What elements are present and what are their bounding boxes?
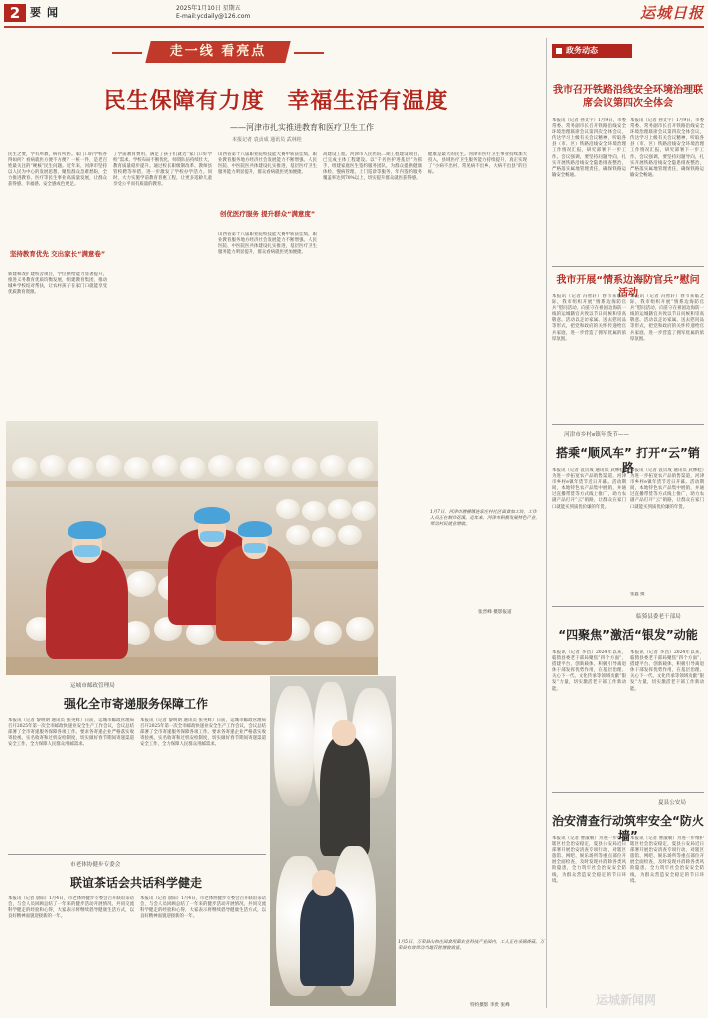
banner-dash-left (112, 52, 142, 54)
lead-byline: 本报记者 袁贞成 通讯员 武林桂 (232, 137, 302, 143)
postal-headline[interactable]: 强化全市寄递服务保障工作 (63, 697, 208, 711)
postal-kicker: 运城市邮政管理局 (70, 683, 115, 689)
linyi-body-2: 本报讯（记者 李昌）2024年以来，临猗县委老干部局聚焦“四个方面”，搭建平台、创新载体，积极引导离退休干部发挥优势作用，在基层治理、关心下一代、文化传承等领域贡献“银发”力量，切实激活老干部工作新动能。 (630, 650, 704, 692)
postal-body-1: 本报讯（记者 黎明朗 通讯员 张英辉）日前，运城市邮政管理局召开2025年第一次全市邮政快递业安全生产工作会议，会议总结部署了全市寄递服务保障各项工作。要求各寄递企业严格落实收寄验视、实名收寄和过机安检制度，切实做好春节期间寄递渠道安全工作，全力保障人民群众用邮需求。 (8, 718, 134, 748)
tea-body-2: 本报讯（记者 晨阳）1月4日，市老体协健步专委会召开联谊茶话会，与会人员回顾总结了一年来的健步活动开展情况，共同交流科学健走的经验和心得，大家表示将继续倡导健康生活方式，以良好精神面貌迎接新的一年。 (140, 896, 266, 920)
masthead-logo: 运城日报 (639, 4, 704, 22)
right-divider (552, 266, 704, 267)
lead-subhead-education: 坚持教育优先 交出家长“满意卷” (9, 250, 106, 258)
lead-column-4: 高建设工程。河津市人民医院二期工程建设项目，已完成主体工程建设。以“千名医护进基层”为抓手，组建家庭医生签约服务团队，为群众提供健康体检、慢病管理、上门巡诊等服务，年内签约服务覆盖率达到70%以上，切实提升群众就医获得感。 (323, 152, 422, 182)
lead-subtitle: ——河津市扎实推进教育和医疗卫生工作 (230, 123, 374, 132)
linyi-kicker: 临猗县委老干部局 (636, 614, 681, 620)
officials-body-2: 本报讯（记者 冯智轩）春节来临之际，我市组织开展“情系边海防官兵”慰问活动，向驻守在祖国边海防一线的运城籍官兵致以节日问候和崇高敬意。活动以走访家属、送去慰问品等形式，把党和政府的关怀传递给官兵家庭，进一步营造了拥军优属的浓厚氛围。 (630, 294, 704, 342)
postal-body-2: 本报讯（记者 黎明朗 通讯员 张英辉）日前，运城市邮政管理局召开2025年第一次全市邮政快递业安全生产工作会议，会议总结部署了全市寄递服务保障各项工作。要求各寄递企业严格落实收寄验视、实名收寄和过机安检制度，切实做好春节期间寄递渠道安全工作，全力保障人民群众用邮需求。 (140, 718, 266, 748)
photo-bun-making (6, 421, 378, 675)
rail-body-1: 本报讯（记者 孙文宇）1月9日，市委常委、常务副市长召开铁路沿线安全环境治理联席会议第四次全体会议，传达学习上级有关会议精神，听取各县（市、区）铁路沿线安全环境治理工作情况汇报，研究部署下一步工作。会议强调，要坚持问题导向，扎实开展铁路沿线安全隐患排查整治，严格落实属地管理责任，确保铁路运输安全畅通。 (552, 118, 626, 178)
lead-column-3: 山西省第十八届职业院校技能大赛中斩获佳绩，职业教育服务地方经济社会发展能力不断增强。人民医院、中医院医共体建设扎实推进，基层医疗卫生服务能力明显提升，群众看病就医更加便捷。 (218, 152, 317, 176)
officials-body-1: 本报讯（记者 冯智轩）春节来临之际，我市组织开展“情系边海防官兵”慰问活动，向驻守在祖国边海防一线的运城籍官兵致以节日问候和崇高敬意。活动以走访家属、送去慰问品等形式，把党和政府的关怀传递给官兵家庭，进一步营造了拥军优属的浓厚氛围。 (552, 294, 626, 342)
lead-headline[interactable]: 民生保障有力度 幸福生活有温度 (103, 89, 449, 114)
header-email[interactable]: E-mail:ycdaily@126.com (176, 13, 251, 20)
lead-column-1: 民生之要，学有所教，病有所医。家门口的学校办得如何？看病就医方便不方便？一桩一件，是老百姓最关注的“硬核”民生问题。近年来，河津市坚持以人民为中心的发展思想，聚焦群众急难愁盼，全力推进教育、医疗等民生事业高质量发展，让群众获得感、幸福感、安全感成色更足。 (8, 152, 107, 188)
right-divider (552, 424, 704, 425)
tea-headline[interactable]: 联谊茶话会共话科学健走 (69, 876, 202, 890)
banner-title: 走一线 看亮点 (169, 44, 267, 59)
page-number: 2 (4, 4, 26, 22)
lead-column-5: 健康是最大的民生。河津市医疗卫生事业持续加大投入，县域医疗卫生服务能力持续提升，真正实现了“小病不出村、常见病不出乡、大病不出县”的目标。 (428, 152, 527, 176)
article-divider (8, 854, 266, 855)
police-body-1: 本报讯（记者 曹淑朝）为进一步维护辖区社会治安稳定，夏县公安局近日部署开展治安清查专项行动，对辖区旅馆、网吧、娱乐场所等重点部位开展全面检查，及时发现并消除各类风险隐患，全力筑牢社会治安安全防线，为群众营造安全稳定的节日环境。 (552, 836, 626, 884)
village-credit: 张鑫 摄 (630, 592, 645, 597)
right-divider (552, 792, 704, 793)
watermark-logo: 运城新闻网 (596, 993, 657, 1007)
lead-subhead-medical: 创优医疗服务 提升群众“满意度” (219, 210, 316, 218)
photo-right-credit: 特约摄影 李贵 张峰 (470, 1003, 510, 1008)
photo-main-credit: 张晋峰 摄影报道 (478, 610, 512, 615)
linyi-headline[interactable]: “四聚焦”激活“银发”动能 (558, 628, 698, 642)
rail-body-2: 本报讯（记者 孙文宇）1月9日，市委常委、常务副市长召开铁路沿线安全环境治理联席会议第四次全体会议，传达学习上级有关会议精神，听取各县（市、区）铁路沿线安全环境治理工作情况汇报，研究部署下一步工作。会议强调，要坚持问题导向，扎实开展铁路沿线安全隐患排查整治，严格落实属地管理责任，确保铁路运输安全畅通。 (630, 118, 704, 178)
village-body-2: 本报讯（记者 袁贞成 通讯员 武林桂）为进一步拓宽农产品销售渠道，河津市乡村e镇年货节近日开幕。活动期间，本地特色农产品集中展销，并通过直播带货等方式线上推广，助力农副产品打开“云”销路，让群众在家门口就能买到质优价廉的年货。 (630, 468, 704, 510)
village-kicker: 河津市乡村e镇年货节—— (564, 432, 629, 438)
tea-kicker: 市老体协健步专委会 (70, 862, 121, 868)
column-divider (546, 38, 547, 1008)
tea-body-1: 本报讯（记者 晨阳）1月4日，市老体协健步专委会召开联谊茶话会，与会人员回顾总结了一年来的健步活动开展情况，共同交流科学健走的经验和心得，大家表示将继续倡导健康生活方式，以良好精神面貌迎接新的一年。 (8, 896, 134, 920)
section-label-government: 政务动态 (552, 44, 632, 58)
lead-column-1b: 新建和改扩建校舍项目，学位供给能力显著提升。推进义务教育优质均衡发展，组建教育集团，推动城乡学校结对帮扶，让农村孩子在家门口就能享受优质教育资源。 (8, 272, 107, 296)
village-headline[interactable]: 搭乘“顺风车” 打开“云”销路 (556, 446, 700, 475)
police-headline[interactable]: 治安清查行动筑牢安全“防火墙” (552, 814, 704, 843)
photo-right-caption: 1月5日，万荣县山和庄园食用菌农业科技产业园内，工人正在采摘香菇。万荣县有效带动当地百姓增收致富。 (398, 940, 545, 951)
police-kicker: 夏县公安局 (658, 800, 686, 806)
photo-mushroom-harvest (270, 676, 396, 1006)
rail-headline[interactable]: 我市召开铁路沿线安全环境治理联席会议第四次全体会 (553, 85, 703, 109)
header-date: 2025年1月10日 星期五 (176, 5, 241, 12)
lead-column-2: 了学前教育费用，满足了孩子们就近“家门口好学校”需求。学校布局不断优化，师资队伍持续壮大，教育质量稳步提升。通过校长职级制改革、教师县管校聘等举措，进一步激发了学校办学活力。同时，大力实施学前教育普惠工程，让更多适龄儿童享受公平而有质量的教育。 (113, 152, 212, 188)
lead-column-3b: 山西省第十八届职业院校技能大赛中斩获佳绩，职业教育服务地方经济社会发展能力不断增强。人民医院、中医院医共体建设扎实推进，基层医疗卫生服务能力明显提升，群众看病就医更加便捷。 (218, 232, 317, 256)
officials-headline[interactable]: 我市开展“情系边海防官兵”慰问活动 (556, 275, 700, 299)
linyi-body-1: 本报讯（记者 李昌）2024年以来，临猗县委老干部局聚焦“四个方面”，搭建平台、创新载体，积极引导离退休干部发挥优势作用，在基层治理、关心下一代、文化传承等领域贡献“银发”力量，切实激活老干部工作新动能。 (552, 650, 626, 692)
police-body-2: 本报讯（记者 曹淑朝）为进一步维护辖区社会治安稳定，夏县公安局近日部署开展治安清查专项行动，对辖区旅馆、网吧、娱乐场所等重点部位开展全面检查，及时发现并消除各类风险隐患，全力筑牢社会治安安全防线，为群众营造安全稳定的节日环境。 (630, 836, 704, 884)
village-body-1: 本报讯（记者 袁贞成 通讯员 武林桂）为进一步拓宽农产品销售渠道，河津市乡村e镇年货节近日开幕。活动期间，本地特色农产品集中展销，并通过直播带货等方式线上推广，助力农副产品打开“云”销路，让群众在家门口就能买到质优价廉的年货。 (552, 468, 626, 510)
section-name: 要闻 (30, 6, 64, 19)
right-divider (552, 606, 704, 607)
photo-main-caption: 1月7日，河津市僧楼镇连家庄村社区面食加工坊，工作人员正在制作花馍。近年来，河津市积极发展特色产业，带动村民就业增收。 (430, 510, 540, 527)
banner-dash-right (294, 52, 324, 54)
header-rule (4, 26, 704, 28)
